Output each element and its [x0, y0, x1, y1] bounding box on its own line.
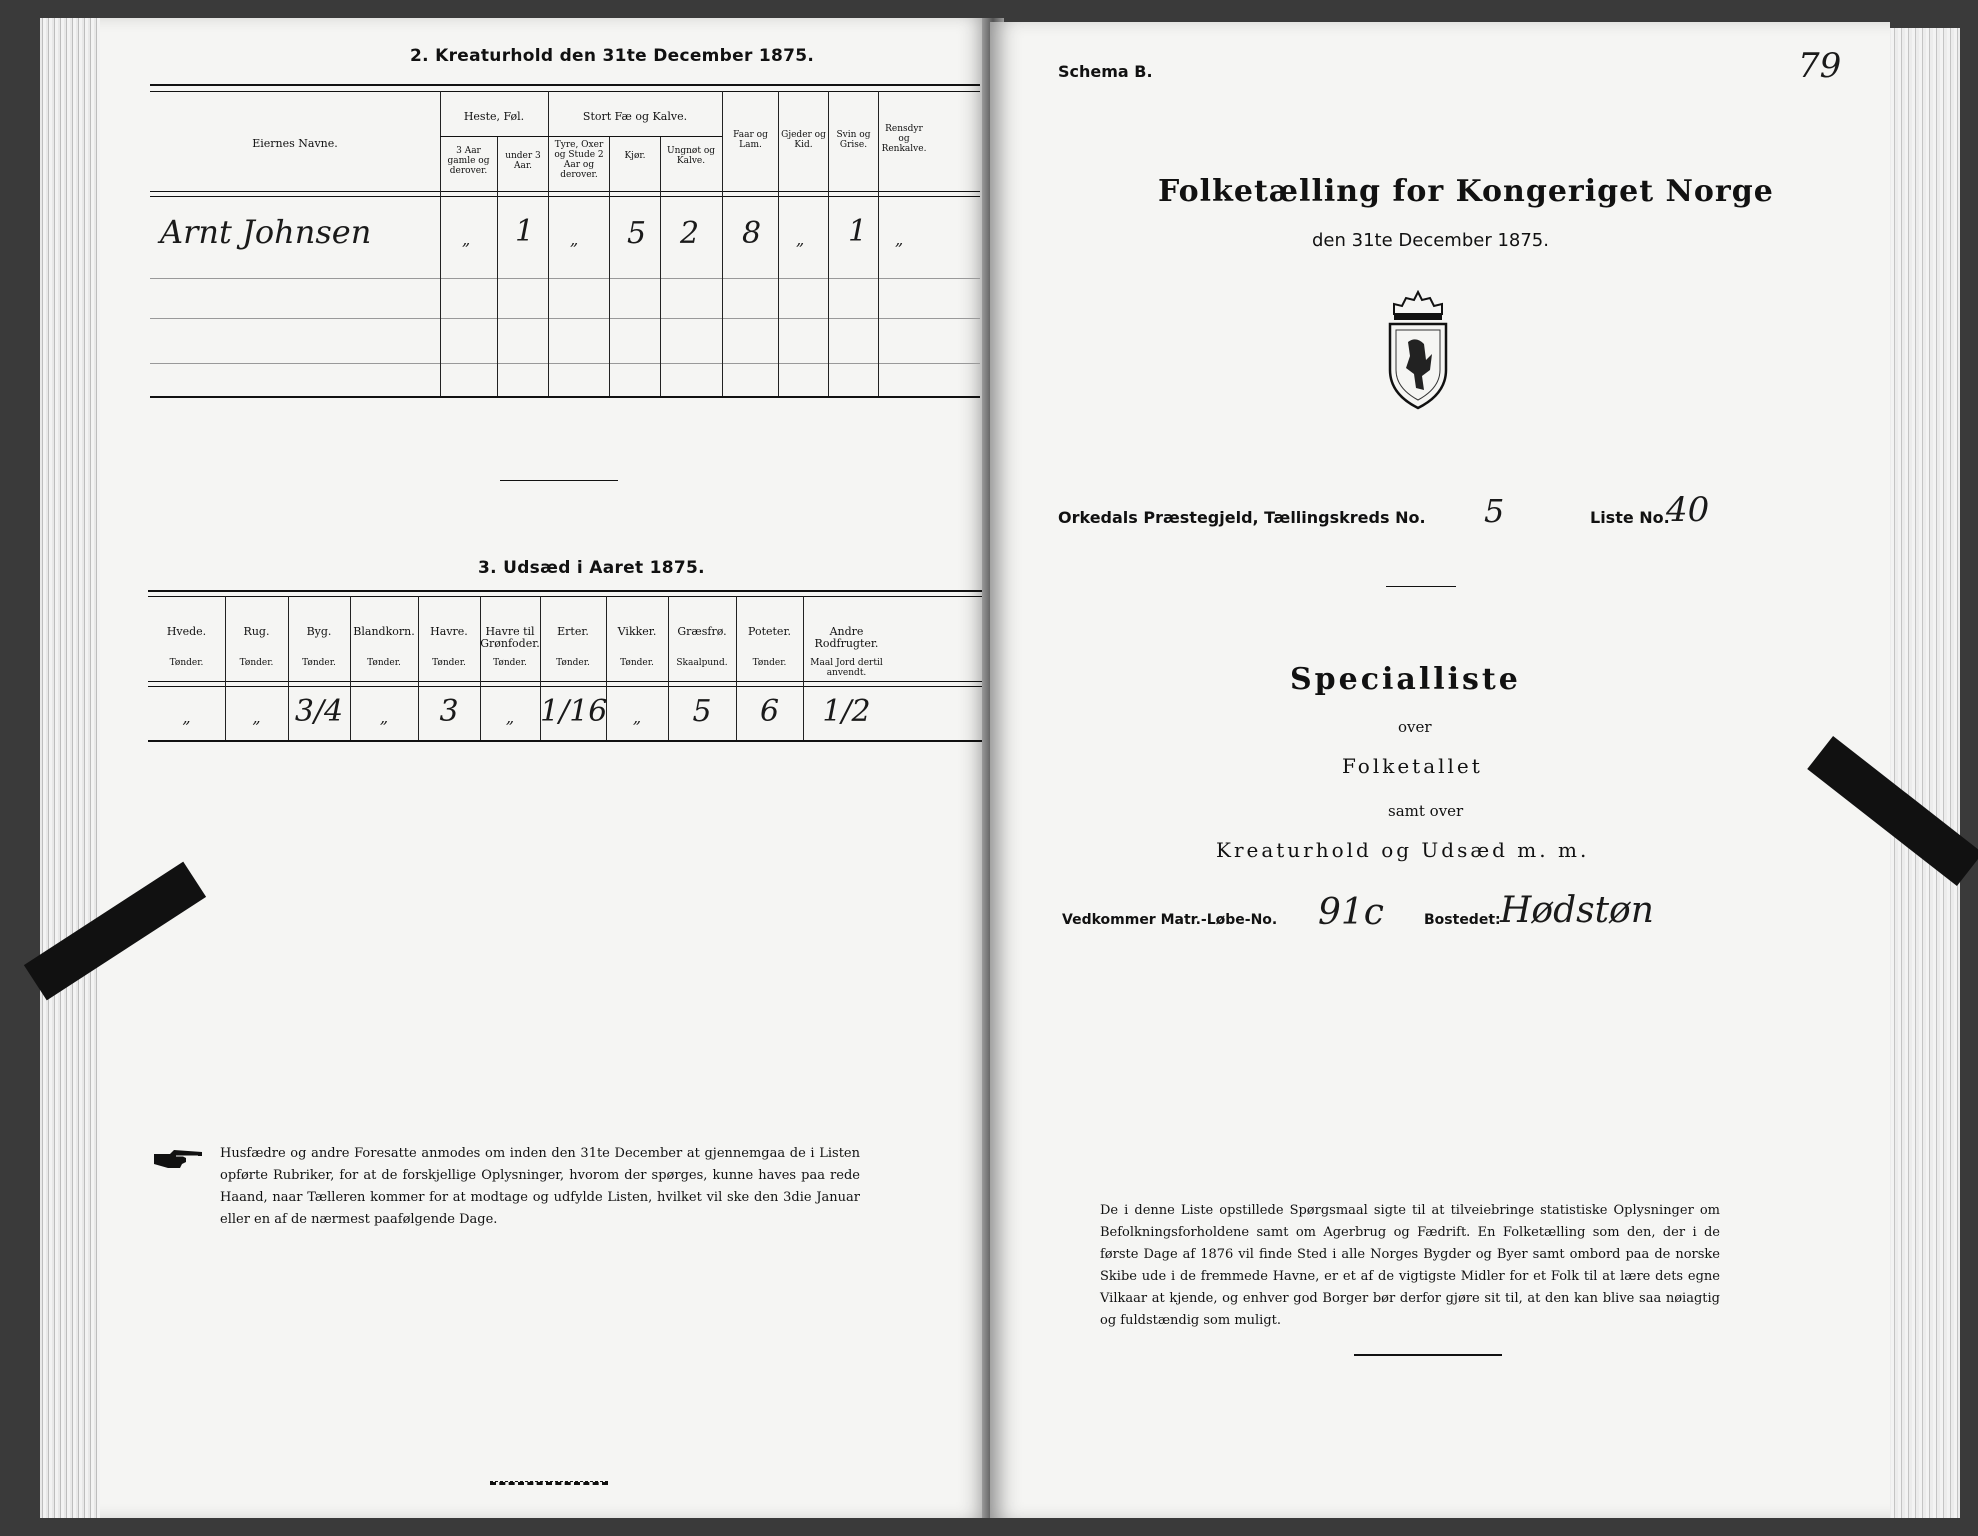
- sowing-unit-0: Tønder.: [169, 658, 204, 668]
- folketallet-text: Folketallet: [1342, 754, 1483, 778]
- district-label: Tællingskreds No.: [1264, 508, 1426, 527]
- over-text: over: [1398, 718, 1432, 736]
- sowing-value-8: 5: [692, 694, 712, 729]
- cell-horses-young: 1: [515, 214, 535, 249]
- sowing-header-6: Erter.: [557, 625, 589, 638]
- horses-young-header: under 3 Aar.: [505, 151, 541, 171]
- sowing-unit-7: Tønder.: [620, 658, 654, 668]
- sowing-value-0: „: [182, 708, 191, 727]
- sowing-unit-2: Tønder.: [302, 658, 336, 668]
- sowing-header-10: Andre Rodfrugter.: [814, 625, 879, 650]
- cell-pigs: 1: [848, 214, 868, 249]
- census-title: Folketælling for Kongeriget Norge: [1158, 174, 1774, 209]
- owner-name: Arnt Johnsen: [160, 213, 372, 251]
- cell-sheep: 8: [742, 216, 762, 251]
- bosted-label: Bostedet:: [1424, 912, 1501, 928]
- sowing-value-9: 6: [759, 694, 780, 729]
- page-number: 79: [1798, 46, 1842, 86]
- sowing-unit-1: Tønder.: [239, 658, 274, 668]
- sowing-header-0: Hvede.: [166, 625, 207, 638]
- cattle-bulls-header: Tyre, Oxer og Stude 2 Aar og derover.: [554, 140, 604, 180]
- cell-cattle-cows: 5: [627, 216, 647, 251]
- cattle-young-header: Ungnøt og Kalve.: [666, 146, 715, 166]
- sowing-header-2: Byg.: [306, 625, 332, 638]
- sowing-unit-10: Maal Jord dertil anvendt.: [810, 658, 883, 678]
- sowing-unit-8: Skaalpund.: [676, 658, 728, 668]
- cattle-group-header: Stort Fæ og Kalve.: [582, 110, 688, 123]
- owner-column-header: Eiernes Navne.: [252, 137, 338, 150]
- cell-horses-old: „: [462, 230, 471, 249]
- samt-over-text: samt over: [1388, 802, 1464, 820]
- sowing-value-4: 3: [439, 694, 459, 729]
- purpose-notice: De i denne Liste opstillede Spørgsmaal sigte til at tilveiebringe statistiske Oplysninger om Befolkningsforholdene samt om Agerbrug og Fædrift. En Folketælling som den, der i de første Dage af 1876 vil finde Sted i alle Norges Bygder og Byer samt ombord paa de norske Skibe ude i de fremmede Havne, er et af de vigtigste Midler for et Folk til at lære dets egne Vilkaar at kjende, og enhver god Borger bør derfor gjøre sit til, at den kan blive saa nøiagtig og fuldstændig som muligt.: [1100, 1203, 1720, 1328]
- sowing-unit-6: Tønder.: [556, 658, 590, 668]
- cattle-cows-header: Kjør.: [624, 151, 646, 161]
- specialliste-title: Specialliste: [1290, 662, 1521, 697]
- coat-of-arms-icon: [1382, 290, 1454, 410]
- reindeer-header: Rensdyr og Renkalve.: [881, 124, 927, 154]
- list-label: Liste No.: [1590, 508, 1670, 527]
- sowing-value-3: „: [379, 708, 389, 727]
- sowing-header-1: Rug.: [243, 625, 270, 638]
- cell-goats: „: [796, 230, 805, 249]
- sowing-header-4: Havre.: [430, 625, 468, 638]
- sowing-value-7: „: [632, 708, 642, 727]
- horses-group-header: Heste, Føl.: [463, 110, 525, 123]
- livestock-section-title: 2. Kreaturhold den 31te December 1875.: [410, 46, 815, 66]
- sowing-header-9: Poteter.: [748, 625, 791, 638]
- sowing-unit-9: Tønder.: [752, 658, 787, 668]
- horses-old-header: 3 Aar gamle og derover.: [447, 146, 490, 176]
- cell-cattle-bulls: „: [570, 230, 579, 249]
- divider: [1386, 586, 1456, 587]
- sowing-unit-3: Tønder.: [367, 658, 401, 668]
- cell-reindeer: „: [895, 230, 904, 249]
- kreaturhold-text: Kreaturhold og Udsæd m. m.: [1216, 838, 1590, 862]
- sheep-header: Faar og Lam.: [733, 130, 768, 150]
- sowing-header-7: Vikker.: [617, 625, 657, 638]
- cell-cattle-young: 2: [680, 216, 700, 251]
- divider: [490, 1481, 608, 1485]
- sowing-value-1: „: [252, 708, 261, 727]
- divider: [1354, 1354, 1502, 1356]
- matr-label: Vedkommer Matr.-Løbe-No.: [1062, 912, 1278, 928]
- sowing-header-5: Havre til Grønfoder.: [480, 625, 540, 650]
- bosted-value: Hødstøn: [1500, 890, 1654, 931]
- sowing-value-2: 3/4: [294, 694, 344, 729]
- right-page: [990, 22, 1890, 1518]
- sowing-unit-4: Tønder.: [432, 658, 466, 668]
- list-value: 40: [1666, 490, 1710, 530]
- census-date: den 31te December 1875.: [1312, 230, 1549, 251]
- sowing-value-10: 1/2: [822, 694, 871, 729]
- matr-value: 91c: [1318, 892, 1384, 933]
- divider: [500, 480, 618, 481]
- sowing-unit-5: Tønder.: [493, 658, 527, 668]
- schema-label: Schema B.: [1058, 62, 1153, 81]
- sowing-section-title: 3. Udsæd i Aaret 1875.: [478, 558, 705, 578]
- householder-notice: Husfædre og andre Foresatte anmodes om inden den 31te December at gjennemgaa de i Listen opførte Rubriker, for at de forskjellige Oplysninger, hvorom der spørges, kunne haves paa rede Haand, naar Tælleren kommer for at modtage og udfylde Listen, hvilket vil ske den 3die Januar eller en af de nærmest paafølgende Dage.: [220, 1146, 860, 1227]
- pigs-header: Svin og Grise.: [836, 130, 871, 150]
- parish-label: Orkedals Præstegjeld,: [1058, 508, 1259, 527]
- district-value: 5: [1484, 492, 1505, 530]
- sowing-value-5: „: [505, 708, 515, 727]
- goats-header: Gjeder og Kid.: [781, 130, 826, 150]
- pointing-hand-icon: [152, 1146, 208, 1172]
- left-page: [100, 18, 990, 1518]
- sowing-header-3: Blandkorn.: [353, 625, 415, 638]
- sowing-value-6: 1/16: [540, 694, 608, 729]
- sowing-header-8: Græsfrø.: [677, 625, 727, 638]
